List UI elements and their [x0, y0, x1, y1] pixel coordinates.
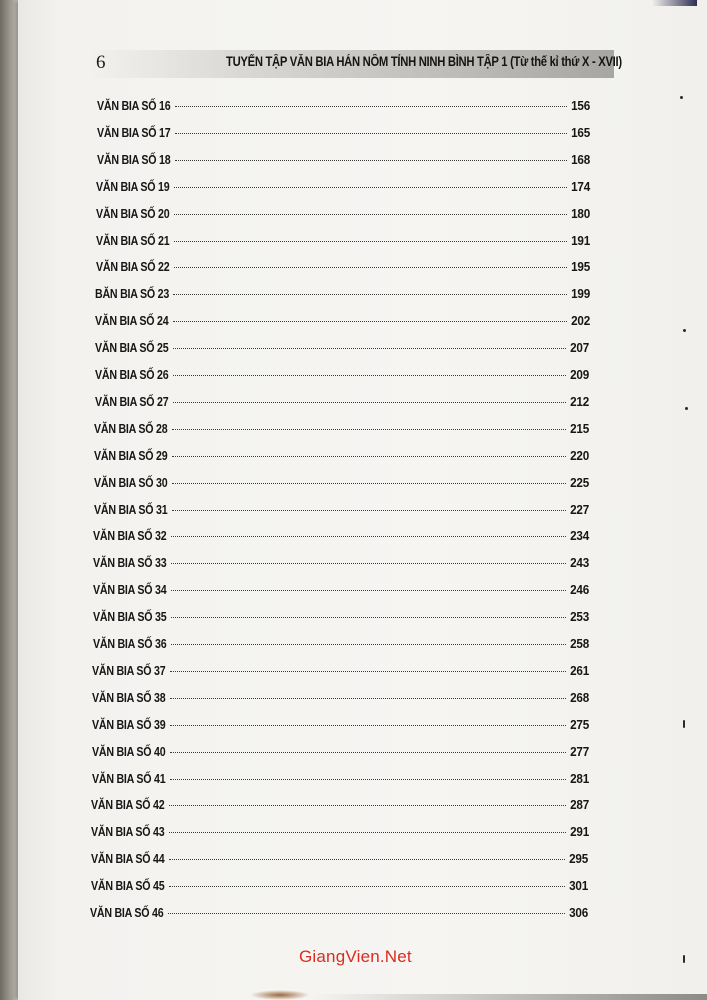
toc-entry-title: VĂN BIA SỐ 31	[93, 501, 168, 517]
toc-dot-leader	[175, 160, 567, 161]
toc-entry-page: 287	[569, 797, 589, 813]
toc-dot-leader	[169, 832, 565, 833]
toc-entry-title: VĂN BIA SỐ 46	[90, 905, 164, 920]
toc-entry-title: VĂN BIA SỐ 28	[94, 420, 168, 436]
toc-entry	[95, 394, 590, 414]
toc-entry	[91, 851, 589, 871]
toc-entry-title: VĂN BIA SỐ 41	[91, 770, 165, 786]
toc-dot-leader	[169, 886, 566, 887]
toc-entry	[96, 233, 590, 253]
toc-entry	[91, 797, 588, 817]
toc-dot-leader	[175, 133, 567, 134]
toc-entry	[90, 905, 588, 925]
toc-entry-page: 291	[569, 824, 589, 840]
toc-dot-leader	[170, 725, 566, 726]
toc-dot-leader	[171, 617, 566, 618]
toc-entry-title: VĂN BIA SỐ 26	[94, 367, 169, 382]
toc-entry-page: 199	[570, 286, 590, 302]
toc-dot-leader	[172, 456, 566, 457]
toc-dot-leader	[170, 752, 566, 753]
toc-entry-page: 277	[569, 743, 589, 759]
toc-entry-page: 156	[571, 98, 590, 113]
toc-entry	[93, 555, 589, 575]
toc-entry-page: 258	[570, 636, 589, 651]
page-speck	[685, 407, 688, 410]
toc-entry-page: 246	[570, 582, 590, 598]
toc-entry	[97, 98, 590, 118]
toc-entry	[95, 340, 590, 360]
page-speck	[683, 329, 686, 332]
toc-entry-title: VĂN BIA SỐ 29	[94, 447, 168, 463]
toc-entry-title: VĂN BIA SỐ 30	[93, 474, 168, 490]
toc-entry	[94, 475, 589, 495]
page-speck	[683, 720, 685, 728]
toc-entry-title: VĂN BIA SỐ 27	[94, 393, 169, 409]
toc-entry-title: VĂN BIA SỐ 34	[93, 582, 167, 598]
toc-entry	[91, 824, 589, 844]
toc-entry	[92, 744, 589, 764]
toc-entry	[92, 717, 589, 737]
toc-entry-title: VĂN BIA SỐ 33	[93, 555, 167, 571]
toc-entry-page: 195	[570, 259, 590, 275]
toc-entry-title: VĂN BIA SỐ 35	[92, 609, 167, 625]
toc-entry-title: BĂN BIA SỐ 23	[95, 286, 170, 302]
toc-entry-page: 212	[570, 393, 590, 409]
toc-dot-leader	[173, 348, 566, 349]
toc-dot-leader	[173, 402, 567, 403]
toc-entry-title: VĂN BIA SỐ 16	[97, 98, 171, 113]
toc-entry-title: VĂN BIA SỐ 38	[92, 689, 166, 705]
toc-dot-leader	[174, 214, 567, 215]
toc-entry-page: 306	[569, 905, 589, 920]
toc-dot-leader	[173, 375, 567, 376]
toc-dot-leader	[171, 563, 566, 564]
toc-entry	[94, 448, 589, 468]
toc-entry-page: 295	[569, 851, 589, 867]
toc-entry	[93, 609, 589, 629]
toc-entry	[94, 502, 590, 522]
toc-dot-leader	[172, 483, 566, 484]
watermark: GiangVien.Net	[299, 947, 412, 966]
toc-entry-title: VĂN BIA SỐ 17	[96, 124, 171, 140]
toc-entry-title: VĂN BIA SỐ 36	[92, 636, 167, 651]
page-speck	[683, 955, 685, 963]
toc-entry-page: 207	[570, 340, 590, 356]
toc-entry-page: 191	[570, 232, 590, 248]
page-smudge	[250, 990, 310, 1000]
toc-entry	[96, 259, 590, 279]
toc-entry-title: VĂN BIA SỐ 40	[91, 743, 166, 759]
toc-entry	[97, 152, 590, 172]
page-speck	[680, 96, 683, 99]
toc-entry-page: 220	[570, 447, 590, 463]
toc-entry	[91, 878, 589, 898]
toc-entry-title: VĂN BIA SỐ 37	[92, 662, 166, 678]
toc-entry-title: VĂN BIA SỐ 19	[96, 178, 170, 194]
toc-entry	[92, 663, 589, 683]
toc-entry-title: VĂN BIA SỐ 24	[95, 313, 169, 329]
toc-entry	[95, 313, 589, 333]
toc-entry-page: 215	[570, 420, 590, 436]
toc-dot-leader	[170, 698, 566, 699]
toc-entry	[94, 421, 589, 441]
toc-dot-leader	[174, 267, 567, 268]
toc-entry-title: VĂN BIA SỐ 44	[90, 851, 165, 867]
toc-entry-title: VĂN BIA SỐ 18	[96, 151, 170, 167]
toc-entry	[93, 636, 589, 656]
toc-entry	[92, 771, 589, 791]
toc-entry	[95, 367, 590, 387]
page-corner-shadow	[652, 0, 697, 6]
toc-entry-title: VĂN BIA SỐ 32	[93, 528, 167, 544]
toc-entry-page: 275	[569, 716, 589, 732]
running-title: TUYỂN TẬP VĂN BIA HÁN NÔM TỈNH NINH BÌNH TẬP 1 (Từ thế kỉ thứ X - XVII)	[226, 54, 622, 69]
toc-entry-page: 281	[569, 770, 589, 786]
toc-entry	[93, 528, 589, 548]
toc-entry-page: 180	[570, 205, 590, 221]
toc-entry	[96, 179, 590, 199]
toc-dot-leader	[172, 429, 566, 430]
toc-entry	[95, 286, 589, 306]
toc-entry-page: 268	[569, 689, 589, 705]
toc-entry-page: 253	[570, 609, 590, 625]
toc-entry-title: VĂN BIA SỐ 42	[91, 797, 165, 813]
toc-dot-leader	[174, 187, 566, 188]
toc-entry-page: 301	[569, 878, 589, 894]
toc-entry-page: 243	[570, 555, 590, 571]
toc-entry	[93, 582, 589, 602]
toc-dot-leader	[175, 106, 567, 107]
toc-entry-title: VĂN BIA SỐ 45	[90, 878, 165, 894]
toc-entry-title: VĂN BIA SỐ 22	[95, 259, 170, 275]
toc-dot-leader	[173, 321, 566, 322]
book-binding-edge	[0, 0, 18, 1000]
toc-entry-title: VĂN BIA SỐ 25	[95, 340, 169, 356]
toc-entry-title: VĂN BIA SỐ 21	[95, 232, 170, 248]
toc-entry-page: 174	[570, 178, 590, 194]
toc-entry-title: VĂN BIA SỐ 39	[91, 716, 166, 732]
toc-dot-leader	[171, 590, 566, 591]
toc-entry	[92, 690, 589, 710]
toc-dot-leader	[174, 241, 567, 242]
book-page	[18, 0, 707, 1000]
toc-entry-page: 202	[570, 313, 590, 329]
toc-dot-leader	[169, 805, 565, 806]
toc-entry-page: 209	[570, 367, 590, 382]
toc-dot-leader	[169, 859, 566, 860]
toc-entry-page: 168	[570, 151, 590, 167]
toc-entry-page: 225	[570, 474, 590, 490]
toc-entry-page: 261	[569, 662, 589, 678]
toc-entry	[96, 206, 590, 226]
toc-dot-leader	[170, 779, 566, 780]
toc-dot-leader	[173, 294, 566, 295]
toc-entry-page: 234	[570, 528, 590, 544]
toc-dot-leader	[171, 536, 566, 537]
page-number: 6	[96, 52, 106, 73]
toc-entry-page: 165	[570, 124, 590, 140]
toc-dot-leader	[170, 671, 565, 672]
toc-dot-leader	[168, 913, 565, 914]
toc-entry	[97, 125, 590, 145]
page-bottom-edge	[310, 994, 707, 1000]
toc-entry-title: VĂN BIA SỐ 43	[91, 824, 165, 840]
toc-entry-title: VĂN BIA SỐ 20	[96, 205, 170, 221]
toc-dot-leader	[171, 644, 566, 645]
toc-entry-page: 227	[570, 501, 590, 517]
toc-dot-leader	[172, 510, 566, 511]
